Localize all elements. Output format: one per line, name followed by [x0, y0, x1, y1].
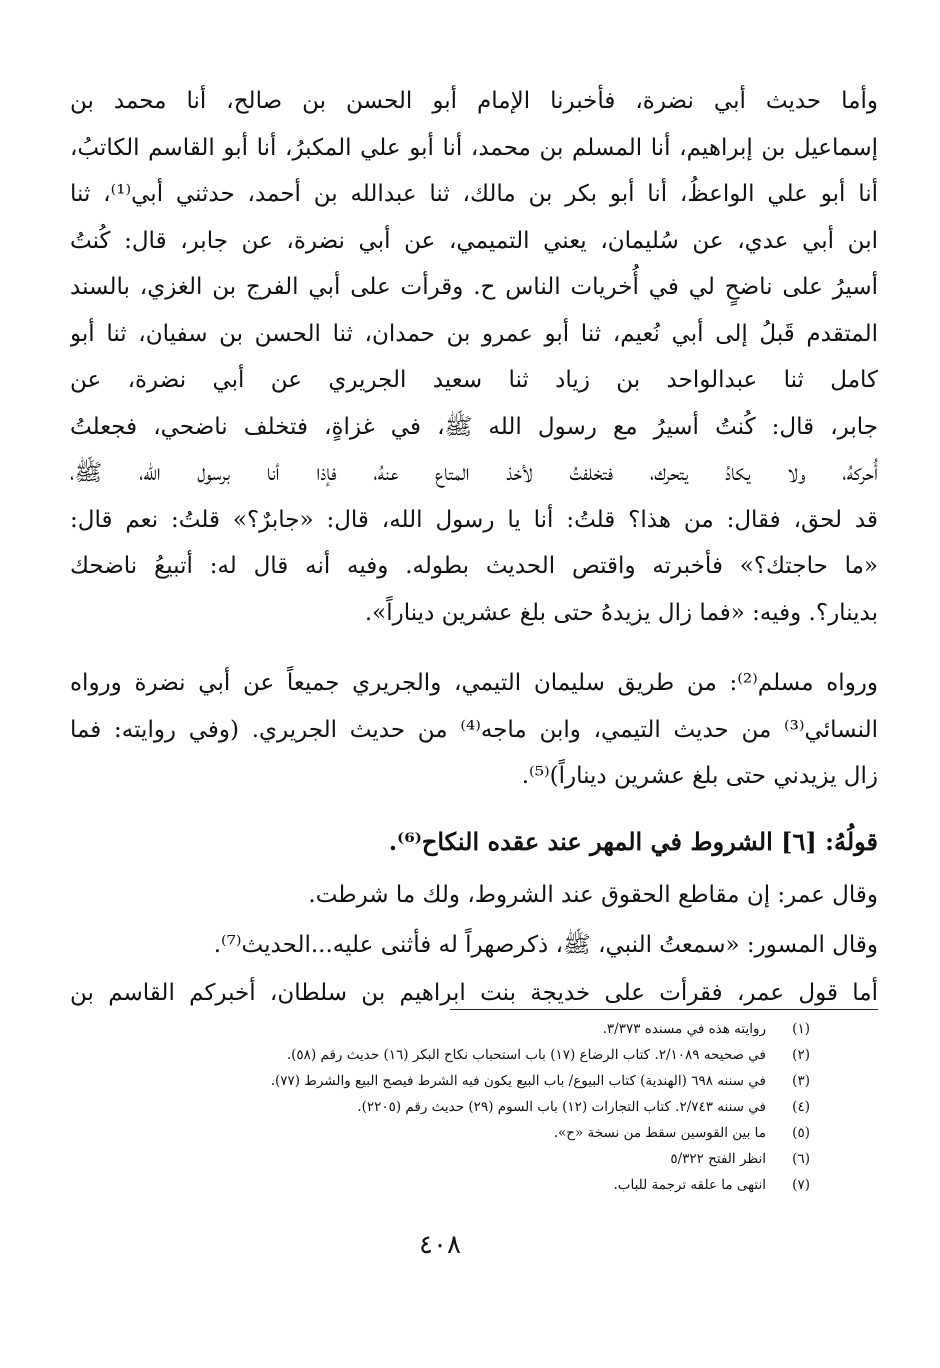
footnote-text: انظر الفتح ٥/٣٢٢	[670, 1151, 766, 1167]
text-line: أسيرُ على ناضحٍ لي في أُخريات الناس ح. وقرأت على أبي الفرج بن الغزي، بالسند	[70, 274, 878, 300]
text-line: أنا أبو علي الواعظُ، أنا أبو بكر بن مالك، ثنا عبدالله بن أحمد، حدثني أبي⁽¹⁾، ثنا	[70, 181, 878, 207]
page-number: ٤٠٨	[419, 1230, 461, 1260]
footnote-number: (٢)	[792, 1047, 810, 1063]
paragraph-hadith-abi-nadra	[70, 78, 878, 636]
text-line: قد لحق، فقال: من هذا؟ قلتُ: أنا يا رسول الله، قال: «جابرٌ؟» قلتُ: نعم قال:	[70, 506, 878, 533]
footnote-number: (٣)	[792, 1073, 810, 1089]
text-line-omar: وقال عمر: إن مقاطع الحقوق عند الشروط، ولك ما شرطت.	[308, 881, 878, 908]
text-line: النسائي⁽³⁾ من حديث التيمي، وابن ماجه⁽⁴⁾ من حديث الجريري. (وفي روايته: فما	[70, 716, 878, 743]
footnote-text: في سننه ٢/٧٤٣. كتاب التجارات (١٢) باب السوم (٢٩) حديث رقم (٢٢٠٥).	[357, 1099, 766, 1115]
text-line: أُحركهُ، ولا يكادُ يتحرك، فتخلفتُ لأخذ المتاع عنهُ، فإذا أنا برسول الله، ﷺ،	[70, 460, 878, 486]
paragraph-rawahu-muslim	[70, 660, 878, 800]
text-line-miswar: وقال المسور: «سمعتُ النبي، ﷺ، ذكرصهراً له فأثنى عليه...الحديث⁽⁷⁾.	[213, 931, 878, 958]
text-line: «ما حاجتك؟» فأخبرته واقتص الحديث بطوله. وفيه أنه قال له: أتبيعُ ناضحك	[70, 553, 878, 579]
footnote	[300, 1146, 810, 1172]
text-line-last: أما قول عمر، فقرأت على خديجة بنت ابراهيم بن سلطان، أخبركم القاسم بن	[70, 979, 878, 1006]
footnote-number: (٦)	[792, 1151, 810, 1167]
footnote	[270, 1068, 810, 1094]
text-line: إسماعيل بن إبراهيم، أنا المسلم بن محمد، أنا أبو علي المكبرُ، أنا أبو القاسم الكاتبُ،	[70, 134, 878, 161]
footnote-number: (٧)	[792, 1177, 810, 1193]
footnote	[300, 1016, 810, 1042]
main-text	[70, 78, 878, 1016]
text-line: زال يزيدني حتى بلغ عشرين ديناراً)⁽⁵⁾.	[521, 763, 878, 789]
text-line: جابر، قال: كُنتُ أسيرُ مع رسول الله ﷺ، في غزاةٍ، فتخلف ناضحي، فجعلتُ	[70, 413, 878, 440]
text-line: كامل ثنا عبدالواحد بن زياد ثنا سعيد الجريري عن أبي نضرة، عن	[70, 367, 878, 393]
footnote-number: (٥)	[792, 1125, 810, 1141]
footnote	[300, 1172, 810, 1198]
text-line: ورواه مسلم⁽²⁾: من طريق سليمان التيمي، والجريري جميعاً عن أبي نضرة ورواه	[70, 670, 878, 696]
footnote-text: انتهى ما علقه ترجمة للباب.	[613, 1177, 766, 1193]
footnote-number: (١)	[792, 1021, 810, 1037]
section-heading: قولُهُ: [٦] الشروط في المهر عند عقده النكاح⁽⁶⁾.	[388, 826, 878, 856]
footnote-number: (٤)	[792, 1099, 810, 1115]
text-line: بدينار؟. وفيه: «فما زال يزيدهُ حتى بلغ عشرين ديناراً».	[364, 599, 878, 626]
footnote-divider	[450, 1009, 878, 1010]
footnote	[300, 1120, 810, 1146]
footnotes	[270, 1016, 810, 1198]
footnote	[286, 1042, 810, 1068]
text-line: المتقدم قَبلُ إلى أبي نُعيم، ثنا أبو عمرو بن حمدان، ثنا الحسن بن سفيان، ثنا أبو	[70, 320, 878, 347]
text-line: وأما حديث أبي نضرة، فأخبرنا الإمام أبو الحسن بن صالح، أنا محمد بن	[70, 88, 878, 114]
footnote-text: ما بين القوسين سقط من نسخة «ح».	[553, 1125, 766, 1141]
text-line: ابن أبي عدي، عن سُليمان، يعني التميمي، عن أبي نضرة، عن جابر، قال: كُنتُ	[70, 227, 878, 254]
footnote-text: في صحيحه ٢/١٠٨٩. كتاب الرضاع (١٧) باب استحباب نكاح البكر (١٦) حديث رقم (٥٨).	[286, 1047, 766, 1063]
footnote-text: روايته هذه في مسنده ٣/٣٧٣.	[602, 1021, 766, 1037]
footnote	[300, 1094, 810, 1120]
footnote-text: في سننه ٦٩٨ (الهندية) كتاب البيوع/ باب البيع يكون فيه الشرط فيصح البيع والشرط (٧٧).	[270, 1073, 766, 1089]
